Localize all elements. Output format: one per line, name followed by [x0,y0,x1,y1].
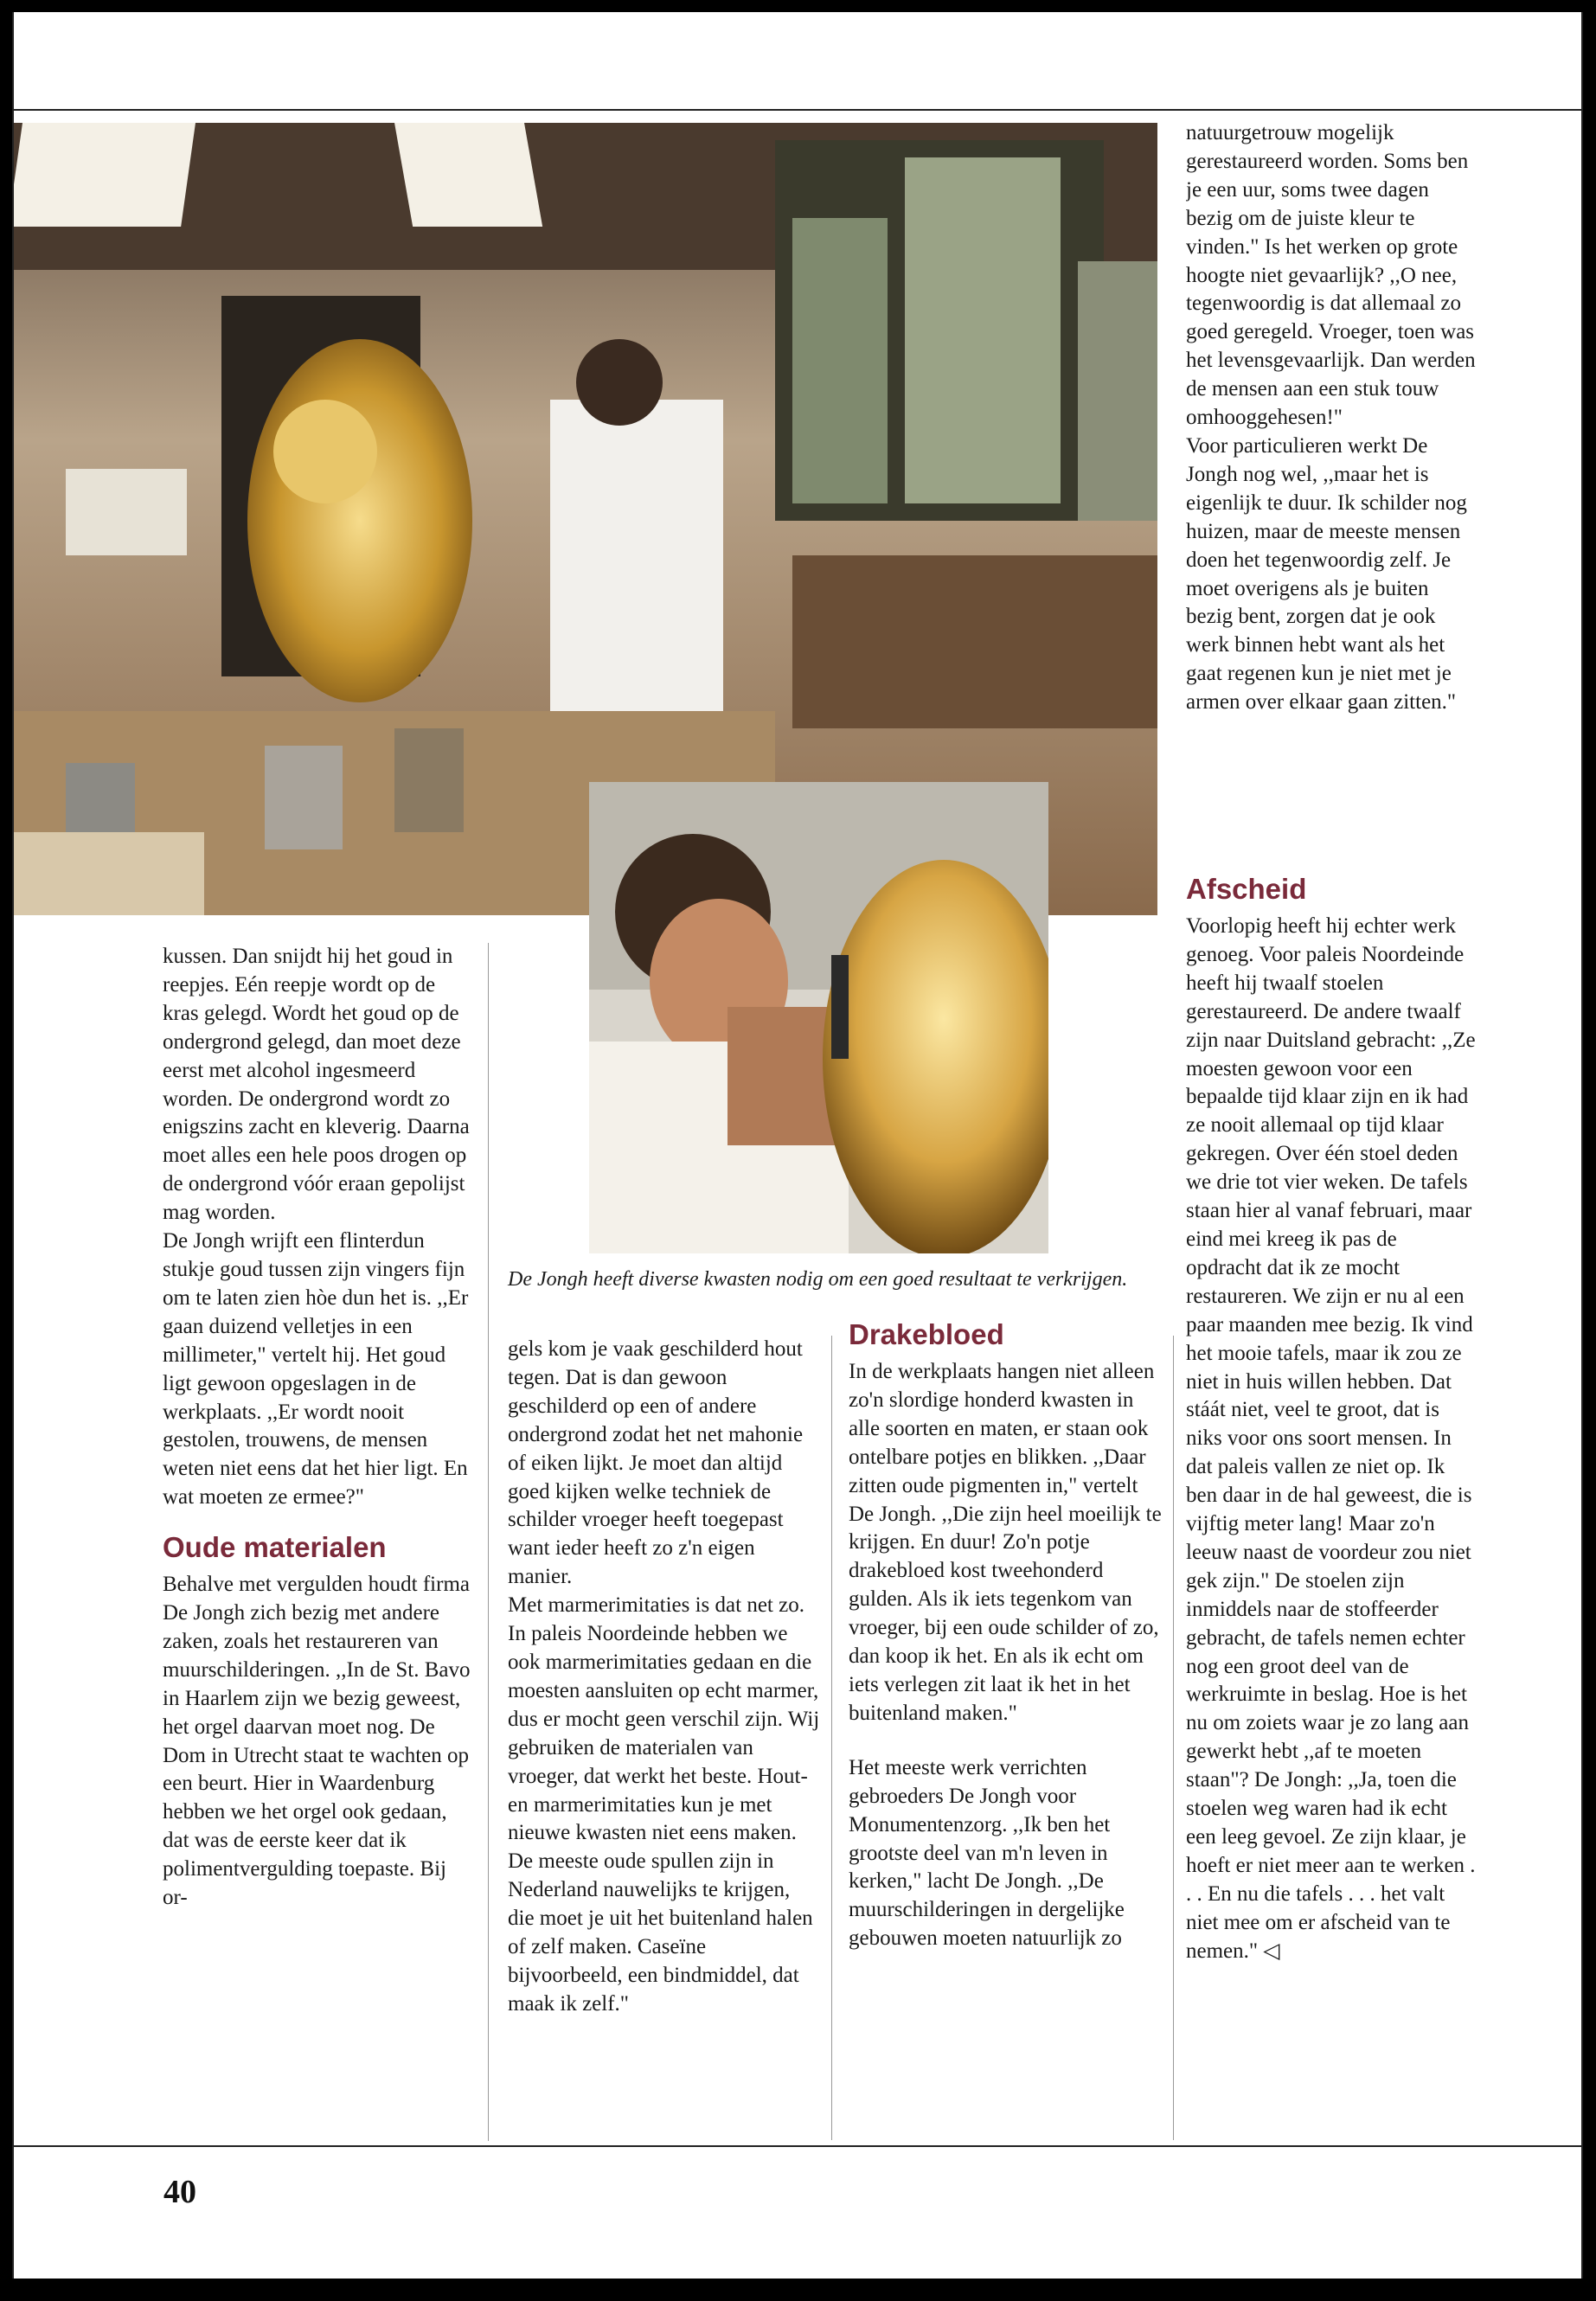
page-number: 40 [163,2174,196,2210]
left-paragraph-1: kussen. Dan snijdt hij het goud in reepjes. Eén reepje wordt op de kras gelegd. Wordt het goud op de ondergrond gelegd, dan moet deze eerst met alcohol ingesmeerd worden. De ondergrond wordt zo enigszins zacht en kleverig. Daarna moet alles een hele poos drogen op de ondergrond vóór eraan gepolijst mag worden. [163,945,470,1225]
drakebloed-column [849,1318,1162,2140]
right-paragraph-2: Voor particulieren werkt De Jongh nog wel, ,,maar het is eigenlijk te duur. Ik schilder nog huizen, maar de meeste mensen doen het tegenwoordig zelf. Je moet overigens als je buiten bezig bent, zorgen dat je ook werk binnen hebt want als het gaat regenen kun je niet met je armen over elkaar gaan zitten." [1186,433,1467,715]
heading-drakebloed: Drakebloed [849,1318,1004,1350]
drakebloed-paragraph-2: Het meeste werk verrichten gebroeders De Jongh voor Monumentenzorg. ,,Ik ben het grootste deel van m'n leven in kerken," lacht De Jongh. ,,De muurschilderingen in dergelijke gebouwen moeten natuurlijk zo [849,1755,1125,1951]
right-column-top [1186,119,1476,846]
magazine-page [12,12,1583,2279]
middle-paragraph-1: gels kom je vaak geschilderd hout tegen. Dat is dan gewoon geschilderd op een of andere ondergrond zodat het net mahonie of eiken lijkt. Je moet dan altijd goed kijken welke techniek de schilder vroeger heeft toegepast want ieder heeft zo z'n eigen manier. [508,1337,804,1589]
heading-afscheid: Afscheid [1186,873,1307,905]
bottom-rule [14,2145,1581,2147]
middle-column [508,1336,821,2140]
left-column [163,943,476,2141]
heading-oude-materialen: Oude materialen [163,1531,387,1564]
right-paragraph-1: natuurgetrouw mogelijk gerestaureerd worden. Soms ben je een uur, soms twee dagen bezig om de juiste kleur te vinden." Is het werken op grote hoogte niet gevaarlijk? ,,O nee, tegenwoordig is dat allemaal zo goed geregeld. Vroeger, toen was het levensgevaarlijk. Dan werden de mensen aan een stuk touw omhooggehesen!" [1186,121,1476,430]
left-paragraph-2: De Jongh wrijft een flinterdun stukje goud tussen zijn vingers fijn om te laten zien hòe dun het is. ,,Er gaan duizend velletjes in een millimeter," vertelt hij. Het goud ligt gewoon opgeslagen in de werkplaats. ,,Er wordt nooit gestolen, trouwens, de mensen weten niet eens dat het hier ligt. En wat moeten ze ermee?" [163,1229,469,1509]
right-paragraph-3: Voorlopig heeft hij echter werk genoeg. Voor paleis Noordeinde heeft hij twaalf stoelen gerestaureerd. De andere twaalf zijn naar Duitsland gebracht: ,,Ze moesten gewoon voor een bepaalde tijd klaar zijn en ik had ze nooit allemaal op tijd klaar gekregen. Over één stoel deden we drie tot vier weken. De tafels staan hier al vanaf februari, maar eind mei kreeg ik pas de opdracht dat ik ze mocht restaureren. We zijn er nu al een paar maanden mee bezig. Ik vind het mooie tafels, maar ik zou ze niet in huis willen hebben. Dat stáát niet, veel te groot, dat is niks voor ons soort mensen. In dat paleis vallen ze niet op. Ik ben daar in de hal geweest, die is vijftig meter lang! Maar zo'n leeuw naast de voordeur zou niet gek zijn." De stoelen zijn inmiddels naar de stoffeerder gebracht, de tafels nemen echter nog een groot deel van de werkruimte in beslag. Hoe is het nu om zoiets waar je zo lang aan gewerkt hebt ,,af te moeten staan"? De Jongh: ,,Ja, toen die stoelen weg waren had ik echt een leeg gevoel. Ze zijn klaar, je hoeft er niet meer aan te werken . . . En nu die tafels . . . het valt niet mee om er afscheid van te nemen." ◁ [1186,914,1476,1963]
column-divider-middle [831,1336,832,2140]
photo-caption: De Jongh heeft diverse kwasten nodig om een goed resultaat te verkrijgen. [508,1268,1128,1291]
column-divider-right [1173,1336,1174,2140]
left-paragraph-3: Behalve met vergulden houdt firma De Jongh zich bezig met andere zaken, zoals het restaureren van muurschilderingen. ,,In de St. Bavo in Haarlem zijn we bezig geweest, het orgel daarvan moet nog. De Dom in Utrecht staat te wachten op een beurt. Hier in Waardenburg hebben we het orgel ook gedaan, dat was de eerste keer dat ik polimentvergulding toepaste. Bij or- [163,1573,471,1910]
portrait-photo [589,782,1048,1253]
middle-paragraph-2: Met marmerimitaties is dat net zo. In paleis Noordeinde hebben we ook marmerimitaties gedaan en die moesten aansluiten op echt marmer, dus er mocht geen verschil zijn. Wij gebruiken de materialen van vroeger, dat werkt het beste. Hout- en marmerimitaties kun je met nieuwe kwasten niet eens maken. De meeste oude spullen zijn in Nederland nauwelijks te krijgen, die moet je uit het buitenland halen of zelf maken. Caseïne bijvoorbeeld, een bindmiddel, dat maak ik zelf." [508,1593,820,2016]
column-divider-left [488,943,489,2141]
top-rule [14,109,1581,111]
drakebloed-paragraph-1: In de werkplaats hangen niet alleen zo'n slordige honderd kwasten in alle soorten en maten, er staan ook ontelbare potjes en blikken. ,,Daar zitten oude pigmenten in," vertelt De Jongh. ,,Die zijn heel moeilijk te krijgen. En duur! Zo'n potje drakebloed kost tweehonderd gulden. Als ik iets tegenkom van vroeger, bij een oude schilder of zo, dan koop ik het. En als ik echt om iets verlegen zit laat ik het in het buitenland maken." [849,1360,1162,1725]
right-column-bottom [1186,864,1476,2136]
